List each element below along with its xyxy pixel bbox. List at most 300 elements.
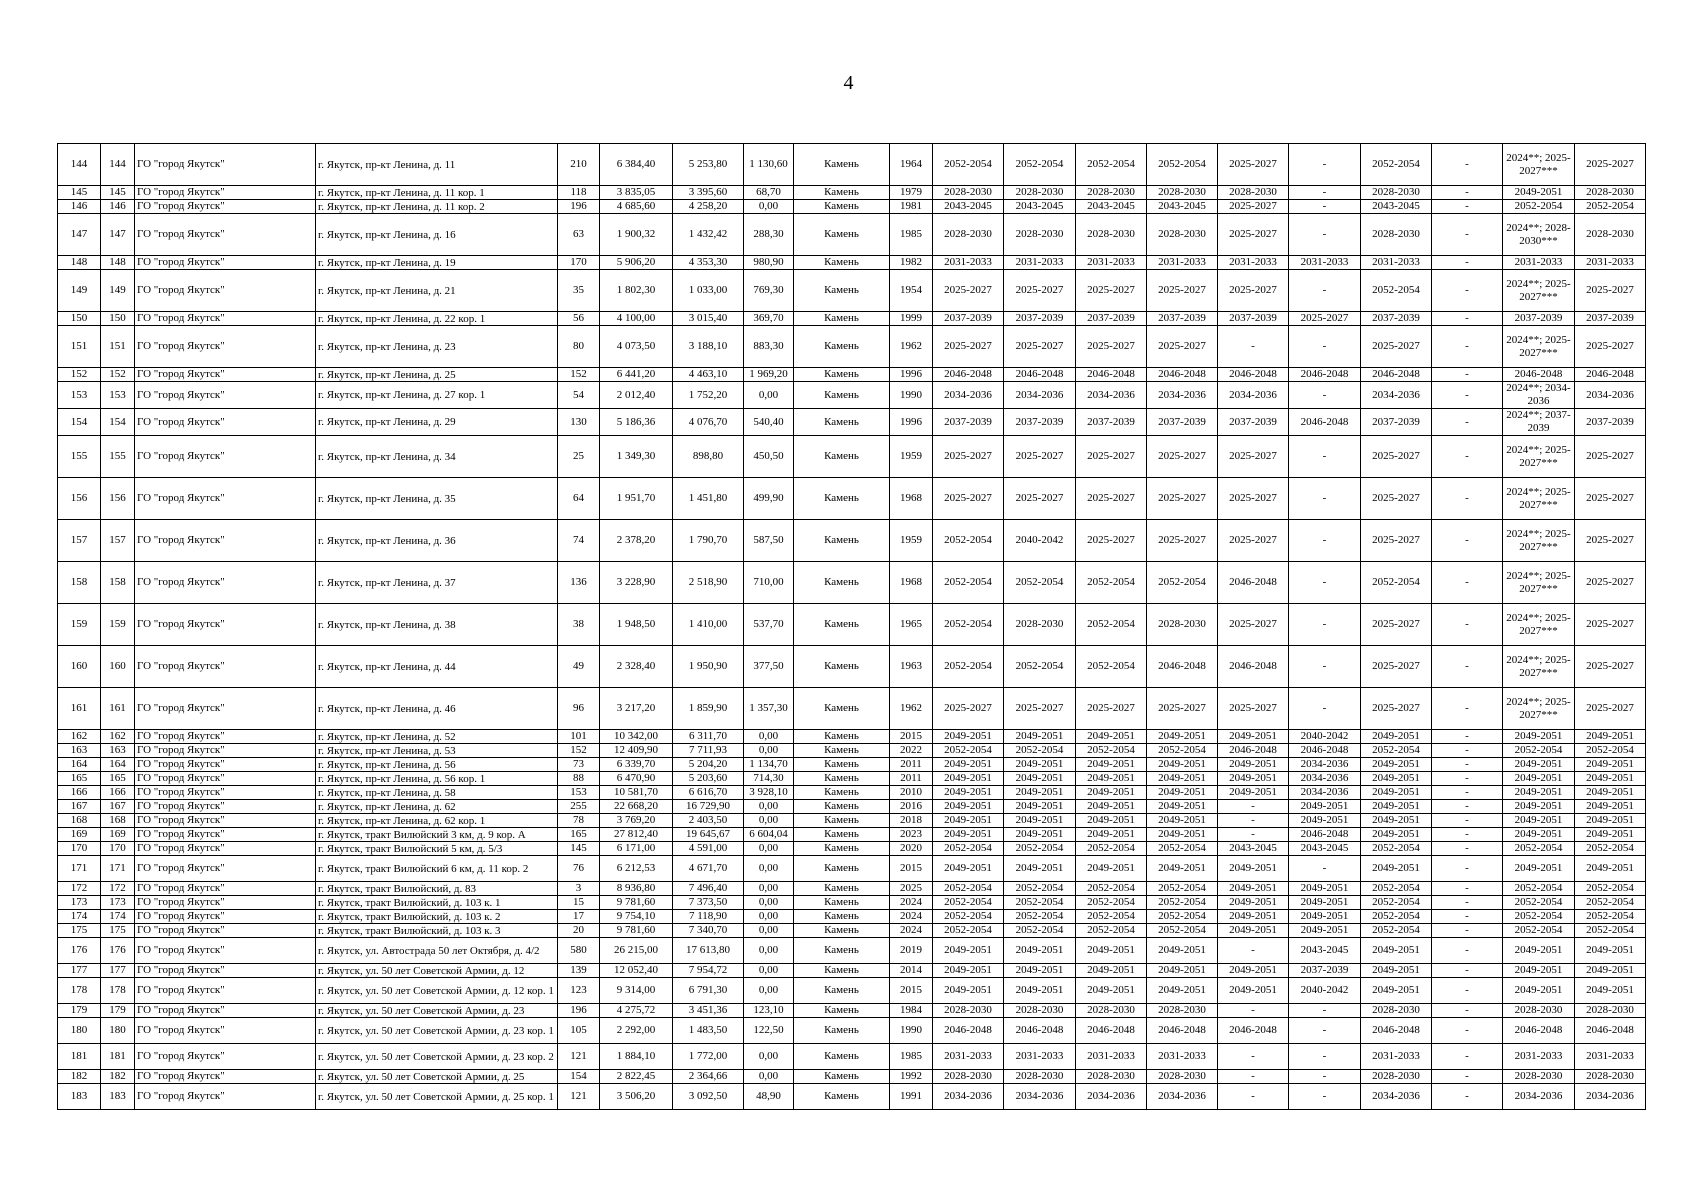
cell-build-year: 1959 <box>890 520 933 562</box>
cell-municipality: ГО "город Якутск" <box>135 896 316 910</box>
cell-nonresidential-area: 450,50 <box>744 436 794 478</box>
cell-water-repair: 2049-2051 <box>1575 800 1646 814</box>
cell-elevator-repair: - <box>1289 1084 1361 1110</box>
cell-foundation-repair: 2049-2051 <box>1076 938 1147 964</box>
cell-total-area: 3 769,20 <box>600 814 673 828</box>
cell-address: г. Якутск, пр-кт Ленина, д. 46 <box>316 688 558 730</box>
cell-facade-repair: 2049-2051 <box>1004 938 1076 964</box>
cell-elevator-repair: - <box>1289 562 1361 604</box>
cell-living-area: 1 772,00 <box>673 1044 744 1070</box>
cell-basement-repair: 2052-2054 <box>1361 910 1432 924</box>
cell-residents: 74 <box>558 520 600 562</box>
cell-roof-repair: 2049-2051 <box>933 758 1004 772</box>
cell-nonresidential-area: 0,00 <box>744 744 794 758</box>
cell-build-year: 1965 <box>890 604 933 646</box>
cell-nonresidential-area: 0,00 <box>744 924 794 938</box>
cell-gas-repair: - <box>1432 842 1503 856</box>
cell-facade-repair: 2025-2027 <box>1004 270 1076 312</box>
cell-residents: 76 <box>558 856 600 882</box>
cell-engineering-repair: 2025-2027 <box>1147 520 1218 562</box>
cell-foundation-repair: 2028-2030 <box>1076 214 1147 256</box>
cell-row-number: 147 <box>58 214 101 256</box>
cell-nonresidential-area: 0,00 <box>744 200 794 214</box>
table-row <box>58 800 1646 814</box>
cell-municipality: ГО "город Якутск" <box>135 144 316 186</box>
cell-roof-repair: 2052-2054 <box>933 520 1004 562</box>
cell-row-number: 162 <box>58 730 101 744</box>
cell-electric-repair: 2049-2051 <box>1503 772 1575 786</box>
cell-facade-repair: 2031-2033 <box>1004 256 1076 270</box>
cell-municipality: ГО "город Якутск" <box>135 382 316 409</box>
cell-roof-repair: 2049-2051 <box>933 978 1004 1004</box>
cell-elevator-repair: 2046-2048 <box>1289 744 1361 758</box>
cell-electric-repair: 2024**; 2025-2027*** <box>1503 478 1575 520</box>
cell-object-number: 150 <box>101 312 135 326</box>
cell-foundation-repair: 2049-2051 <box>1076 800 1147 814</box>
cell-object-number: 176 <box>101 938 135 964</box>
cell-address: г. Якутск, пр-кт Ленина, д. 21 <box>316 270 558 312</box>
cell-basement-repair: 2028-2030 <box>1361 1070 1432 1084</box>
cell-electric-repair: 2049-2051 <box>1503 978 1575 1004</box>
cell-living-area: 7 340,70 <box>673 924 744 938</box>
cell-facade-repair: 2034-2036 <box>1004 1084 1076 1110</box>
cell-residents: 73 <box>558 758 600 772</box>
cell-municipality: ГО "город Якутск" <box>135 800 316 814</box>
cell-electric-repair: 2052-2054 <box>1503 200 1575 214</box>
cell-row-number: 152 <box>58 368 101 382</box>
cell-water-repair: 2025-2027 <box>1575 270 1646 312</box>
cell-wall-material: Камень <box>794 326 890 368</box>
cell-row-number: 144 <box>58 144 101 186</box>
cell-foundation-repair: 2025-2027 <box>1076 436 1147 478</box>
cell-municipality: ГО "город Якутск" <box>135 856 316 882</box>
cell-electric-repair: 2028-2030 <box>1503 1004 1575 1018</box>
cell-residents: 196 <box>558 1004 600 1018</box>
cell-nonresidential-area: 0,00 <box>744 842 794 856</box>
cell-residents: 152 <box>558 744 600 758</box>
cell-engineering-repair: 2037-2039 <box>1147 312 1218 326</box>
cell-engineering-repair: 2049-2051 <box>1147 800 1218 814</box>
cell-nonresidential-area: 587,50 <box>744 520 794 562</box>
cell-nonresidential-area: 499,90 <box>744 478 794 520</box>
cell-wall-material: Камень <box>794 382 890 409</box>
cell-gas-repair: - <box>1432 436 1503 478</box>
cell-build-year: 1985 <box>890 214 933 256</box>
cell-address: г. Якутск, пр-кт Ленина, д. 44 <box>316 646 558 688</box>
cell-roof-repair: 2028-2030 <box>933 214 1004 256</box>
table-row <box>58 828 1646 842</box>
cell-total-area: 6 339,70 <box>600 758 673 772</box>
cell-gas-repair: - <box>1432 214 1503 256</box>
cell-water-repair: 2049-2051 <box>1575 964 1646 978</box>
cell-row-number: 177 <box>58 964 101 978</box>
cell-elevator-repair: 2037-2039 <box>1289 964 1361 978</box>
cell-object-number: 155 <box>101 436 135 478</box>
cell-engineering-repair: 2049-2051 <box>1147 772 1218 786</box>
cell-heating-repair: 2046-2048 <box>1218 368 1289 382</box>
cell-foundation-repair: 2052-2054 <box>1076 604 1147 646</box>
cell-heating-repair: 2037-2039 <box>1218 409 1289 436</box>
cell-total-area: 1 951,70 <box>600 478 673 520</box>
cell-row-number: 156 <box>58 478 101 520</box>
cell-water-repair: 2025-2027 <box>1575 144 1646 186</box>
cell-elevator-repair: 2043-2045 <box>1289 842 1361 856</box>
cell-nonresidential-area: 0,00 <box>744 382 794 409</box>
cell-water-repair: 2028-2030 <box>1575 186 1646 200</box>
cell-water-repair: 2028-2030 <box>1575 1004 1646 1018</box>
cell-water-repair: 2052-2054 <box>1575 744 1646 758</box>
cell-heating-repair: 2025-2027 <box>1218 270 1289 312</box>
cell-object-number: 144 <box>101 144 135 186</box>
table-row <box>58 882 1646 896</box>
cell-water-repair: 2049-2051 <box>1575 938 1646 964</box>
cell-municipality: ГО "город Якутск" <box>135 772 316 786</box>
cell-nonresidential-area: 769,30 <box>744 270 794 312</box>
cell-municipality: ГО "город Якутск" <box>135 1070 316 1084</box>
cell-municipality: ГО "город Якутск" <box>135 520 316 562</box>
cell-object-number: 145 <box>101 186 135 200</box>
cell-wall-material: Камень <box>794 436 890 478</box>
cell-row-number: 175 <box>58 924 101 938</box>
cell-basement-repair: 2031-2033 <box>1361 1044 1432 1070</box>
cell-elevator-repair: 2043-2045 <box>1289 938 1361 964</box>
table-row <box>58 1070 1646 1084</box>
cell-object-number: 154 <box>101 409 135 436</box>
cell-roof-repair: 2025-2027 <box>933 270 1004 312</box>
cell-roof-repair: 2031-2033 <box>933 1044 1004 1070</box>
cell-facade-repair: 2052-2054 <box>1004 646 1076 688</box>
cell-address: г. Якутск, ул. 50 лет Советской Армии, д. 23 кор. 2 <box>316 1044 558 1070</box>
cell-nonresidential-area: 0,00 <box>744 800 794 814</box>
cell-gas-repair: - <box>1432 910 1503 924</box>
cell-row-number: 168 <box>58 814 101 828</box>
cell-basement-repair: 2025-2027 <box>1361 604 1432 646</box>
cell-municipality: ГО "город Якутск" <box>135 786 316 800</box>
cell-engineering-repair: 2049-2051 <box>1147 730 1218 744</box>
cell-address: г. Якутск, ул. 50 лет Советской Армии, д. 25 кор. 1 <box>316 1084 558 1110</box>
cell-gas-repair: - <box>1432 964 1503 978</box>
cell-nonresidential-area: 377,50 <box>744 646 794 688</box>
cell-municipality: ГО "город Якутск" <box>135 478 316 520</box>
cell-foundation-repair: 2049-2051 <box>1076 772 1147 786</box>
cell-object-number: 172 <box>101 882 135 896</box>
cell-residents: 580 <box>558 938 600 964</box>
cell-water-repair: 2052-2054 <box>1575 842 1646 856</box>
cell-wall-material: Камень <box>794 214 890 256</box>
cell-roof-repair: 2049-2051 <box>933 814 1004 828</box>
cell-foundation-repair: 2043-2045 <box>1076 200 1147 214</box>
cell-object-number: 181 <box>101 1044 135 1070</box>
cell-municipality: ГО "город Якутск" <box>135 938 316 964</box>
cell-nonresidential-area: 1 357,30 <box>744 688 794 730</box>
cell-elevator-repair: 2040-2042 <box>1289 730 1361 744</box>
cell-roof-repair: 2052-2054 <box>933 744 1004 758</box>
cell-engineering-repair: 2028-2030 <box>1147 214 1218 256</box>
cell-living-area: 7 373,50 <box>673 896 744 910</box>
cell-living-area: 19 645,67 <box>673 828 744 842</box>
cell-address: г. Якутск, ул. 50 лет Советской Армии, д. 12 <box>316 964 558 978</box>
cell-nonresidential-area: 0,00 <box>744 1044 794 1070</box>
cell-gas-repair: - <box>1432 478 1503 520</box>
cell-water-repair: 2049-2051 <box>1575 978 1646 1004</box>
cell-gas-repair: - <box>1432 1070 1503 1084</box>
cell-heating-repair: - <box>1218 938 1289 964</box>
cell-build-year: 1992 <box>890 1070 933 1084</box>
cell-facade-repair: 2025-2027 <box>1004 478 1076 520</box>
table-row <box>58 978 1646 1004</box>
cell-facade-repair: 2049-2051 <box>1004 828 1076 842</box>
cell-living-area: 4 258,20 <box>673 200 744 214</box>
cell-heating-repair: 2043-2045 <box>1218 842 1289 856</box>
cell-facade-repair: 2037-2039 <box>1004 312 1076 326</box>
cell-water-repair: 2049-2051 <box>1575 730 1646 744</box>
cell-living-area: 1 033,00 <box>673 270 744 312</box>
cell-engineering-repair: 2028-2030 <box>1147 1004 1218 1018</box>
cell-gas-repair: - <box>1432 604 1503 646</box>
cell-roof-repair: 2046-2048 <box>933 1018 1004 1044</box>
cell-electric-repair: 2049-2051 <box>1503 186 1575 200</box>
cell-elevator-repair: 2034-2036 <box>1289 758 1361 772</box>
cell-municipality: ГО "город Якутск" <box>135 436 316 478</box>
cell-heating-repair: 2028-2030 <box>1218 186 1289 200</box>
cell-object-number: 149 <box>101 270 135 312</box>
table-row <box>58 604 1646 646</box>
cell-electric-repair: 2049-2051 <box>1503 938 1575 964</box>
cell-total-area: 2 328,40 <box>600 646 673 688</box>
cell-nonresidential-area: 68,70 <box>744 186 794 200</box>
cell-object-number: 180 <box>101 1018 135 1044</box>
cell-address: г. Якутск, ул. Автострада 50 лет Октября, д. 4/2 <box>316 938 558 964</box>
cell-facade-repair: 2049-2051 <box>1004 758 1076 772</box>
cell-roof-repair: 2052-2054 <box>933 646 1004 688</box>
cell-total-area: 6 171,00 <box>600 842 673 856</box>
cell-basement-repair: 2052-2054 <box>1361 842 1432 856</box>
cell-electric-repair: 2024**; 2025-2027*** <box>1503 646 1575 688</box>
cell-municipality: ГО "город Якутск" <box>135 312 316 326</box>
cell-elevator-repair: 2025-2027 <box>1289 312 1361 326</box>
cell-engineering-repair: 2031-2033 <box>1147 256 1218 270</box>
cell-heating-repair: 2049-2051 <box>1218 730 1289 744</box>
table-row <box>58 730 1646 744</box>
cell-heating-repair: - <box>1218 1004 1289 1018</box>
cell-row-number: 158 <box>58 562 101 604</box>
cell-water-repair: 2049-2051 <box>1575 786 1646 800</box>
cell-residents: 56 <box>558 312 600 326</box>
cell-nonresidential-area: 0,00 <box>744 1070 794 1084</box>
cell-heating-repair: - <box>1218 1070 1289 1084</box>
cell-build-year: 2018 <box>890 814 933 828</box>
cell-row-number: 176 <box>58 938 101 964</box>
cell-water-repair: 2046-2048 <box>1575 368 1646 382</box>
cell-living-area: 2 518,90 <box>673 562 744 604</box>
table-row <box>58 938 1646 964</box>
cell-electric-repair: 2052-2054 <box>1503 910 1575 924</box>
cell-facade-repair: 2052-2054 <box>1004 924 1076 938</box>
cell-heating-repair: - <box>1218 326 1289 368</box>
cell-nonresidential-area: 1 969,20 <box>744 368 794 382</box>
cell-engineering-repair: 2049-2051 <box>1147 814 1218 828</box>
cell-roof-repair: 2052-2054 <box>933 842 1004 856</box>
cell-engineering-repair: 2049-2051 <box>1147 786 1218 800</box>
cell-build-year: 2020 <box>890 842 933 856</box>
cell-basement-repair: 2052-2054 <box>1361 144 1432 186</box>
cell-object-number: 168 <box>101 814 135 828</box>
cell-foundation-repair: 2052-2054 <box>1076 646 1147 688</box>
cell-build-year: 1990 <box>890 382 933 409</box>
cell-row-number: 180 <box>58 1018 101 1044</box>
cell-basement-repair: 2043-2045 <box>1361 200 1432 214</box>
cell-total-area: 5 906,20 <box>600 256 673 270</box>
cell-living-area: 3 188,10 <box>673 326 744 368</box>
cell-nonresidential-area: 369,70 <box>744 312 794 326</box>
cell-municipality: ГО "город Якутск" <box>135 910 316 924</box>
cell-facade-repair: 2049-2051 <box>1004 772 1076 786</box>
cell-residents: 101 <box>558 730 600 744</box>
cell-address: г. Якутск, ул. 50 лет Советской Армии, д. 23 кор. 1 <box>316 1018 558 1044</box>
cell-row-number: 166 <box>58 786 101 800</box>
cell-address: г. Якутск, пр-кт Ленина, д. 53 <box>316 744 558 758</box>
cell-residents: 35 <box>558 270 600 312</box>
cell-total-area: 12 052,40 <box>600 964 673 978</box>
cell-wall-material: Камень <box>794 646 890 688</box>
cell-gas-repair: - <box>1432 1004 1503 1018</box>
cell-water-repair: 2028-2030 <box>1575 214 1646 256</box>
cell-roof-repair: 2049-2051 <box>933 828 1004 842</box>
cell-residents: 145 <box>558 842 600 856</box>
cell-water-repair: 2025-2027 <box>1575 688 1646 730</box>
cell-residents: 17 <box>558 910 600 924</box>
cell-elevator-repair: - <box>1289 688 1361 730</box>
cell-elevator-repair: - <box>1289 1044 1361 1070</box>
cell-water-repair: 2046-2048 <box>1575 1018 1646 1044</box>
cell-object-number: 177 <box>101 964 135 978</box>
cell-residents: 139 <box>558 964 600 978</box>
cell-gas-repair: - <box>1432 814 1503 828</box>
cell-basement-repair: 2049-2051 <box>1361 800 1432 814</box>
cell-elevator-repair: - <box>1289 270 1361 312</box>
table-row <box>58 409 1646 436</box>
cell-heating-repair: 2025-2027 <box>1218 436 1289 478</box>
cell-facade-repair: 2028-2030 <box>1004 1070 1076 1084</box>
cell-foundation-repair: 2052-2054 <box>1076 896 1147 910</box>
cell-row-number: 159 <box>58 604 101 646</box>
cell-gas-repair: - <box>1432 1018 1503 1044</box>
cell-roof-repair: 2049-2051 <box>933 938 1004 964</box>
cell-total-area: 1 884,10 <box>600 1044 673 1070</box>
cell-heating-repair: 2049-2051 <box>1218 882 1289 896</box>
cell-total-area: 9 314,00 <box>600 978 673 1004</box>
cell-heating-repair: 2049-2051 <box>1218 856 1289 882</box>
cell-gas-repair: - <box>1432 800 1503 814</box>
cell-municipality: ГО "город Якутск" <box>135 842 316 856</box>
cell-nonresidential-area: 288,30 <box>744 214 794 256</box>
cell-electric-repair: 2024**; 2025-2027*** <box>1503 326 1575 368</box>
cell-wall-material: Камень <box>794 1084 890 1110</box>
cell-residents: 121 <box>558 1044 600 1070</box>
cell-foundation-repair: 2031-2033 <box>1076 256 1147 270</box>
cell-wall-material: Камень <box>794 1044 890 1070</box>
cell-total-area: 2 012,40 <box>600 382 673 409</box>
cell-foundation-repair: 2049-2051 <box>1076 814 1147 828</box>
cell-basement-repair: 2025-2027 <box>1361 688 1432 730</box>
cell-facade-repair: 2049-2051 <box>1004 786 1076 800</box>
cell-roof-repair: 2049-2051 <box>933 964 1004 978</box>
cell-facade-repair: 2046-2048 <box>1004 1018 1076 1044</box>
cell-wall-material: Камень <box>794 910 890 924</box>
cell-electric-repair: 2028-2030 <box>1503 1070 1575 1084</box>
table-row <box>58 368 1646 382</box>
cell-gas-repair: - <box>1432 744 1503 758</box>
cell-residents: 80 <box>558 326 600 368</box>
cell-living-area: 7 496,40 <box>673 882 744 896</box>
cell-facade-repair: 2052-2054 <box>1004 744 1076 758</box>
cell-water-repair: 2031-2033 <box>1575 256 1646 270</box>
cell-roof-repair: 2052-2054 <box>933 924 1004 938</box>
cell-build-year: 1962 <box>890 326 933 368</box>
cell-electric-repair: 2049-2051 <box>1503 964 1575 978</box>
cell-build-year: 1985 <box>890 1044 933 1070</box>
cell-municipality: ГО "город Якутск" <box>135 688 316 730</box>
cell-elevator-repair: - <box>1289 214 1361 256</box>
table-row <box>58 1018 1646 1044</box>
cell-wall-material: Камень <box>794 842 890 856</box>
cell-gas-repair: - <box>1432 409 1503 436</box>
cell-object-number: 152 <box>101 368 135 382</box>
cell-foundation-repair: 2049-2051 <box>1076 856 1147 882</box>
cell-roof-repair: 2025-2027 <box>933 688 1004 730</box>
cell-foundation-repair: 2049-2051 <box>1076 758 1147 772</box>
cell-electric-repair: 2024**; 2025-2027*** <box>1503 688 1575 730</box>
cell-nonresidential-area: 714,30 <box>744 772 794 786</box>
cell-electric-repair: 2024**; 2028-2030*** <box>1503 214 1575 256</box>
cell-row-number: 170 <box>58 842 101 856</box>
cell-heating-repair: 2049-2051 <box>1218 910 1289 924</box>
cell-electric-repair: 2052-2054 <box>1503 842 1575 856</box>
cell-row-number: 172 <box>58 882 101 896</box>
cell-electric-repair: 2024**; 2025-2027*** <box>1503 604 1575 646</box>
cell-row-number: 151 <box>58 326 101 368</box>
cell-elevator-repair: 2040-2042 <box>1289 978 1361 1004</box>
table-row <box>58 964 1646 978</box>
cell-heating-repair: 2046-2048 <box>1218 744 1289 758</box>
cell-elevator-repair: 2049-2051 <box>1289 896 1361 910</box>
cell-address: г. Якутск, пр-кт Ленина, д. 25 <box>316 368 558 382</box>
cell-heating-repair: 2046-2048 <box>1218 562 1289 604</box>
cell-residents: 170 <box>558 256 600 270</box>
cell-total-area: 4 275,72 <box>600 1004 673 1018</box>
cell-roof-repair: 2031-2033 <box>933 256 1004 270</box>
cell-water-repair: 2025-2027 <box>1575 520 1646 562</box>
cell-gas-repair: - <box>1432 270 1503 312</box>
cell-electric-repair: 2031-2033 <box>1503 256 1575 270</box>
table-row <box>58 562 1646 604</box>
cell-heating-repair: 2025-2027 <box>1218 478 1289 520</box>
cell-basement-repair: 2049-2051 <box>1361 964 1432 978</box>
cell-basement-repair: 2046-2048 <box>1361 368 1432 382</box>
cell-total-area: 27 812,40 <box>600 828 673 842</box>
cell-row-number: 164 <box>58 758 101 772</box>
cell-facade-repair: 2028-2030 <box>1004 1004 1076 1018</box>
cell-row-number: 169 <box>58 828 101 842</box>
cell-living-area: 7 711,93 <box>673 744 744 758</box>
cell-total-area: 3 506,20 <box>600 1084 673 1110</box>
cell-municipality: ГО "город Якутск" <box>135 924 316 938</box>
cell-water-repair: 2025-2027 <box>1575 562 1646 604</box>
cell-wall-material: Камень <box>794 896 890 910</box>
cell-total-area: 1 948,50 <box>600 604 673 646</box>
cell-total-area: 2 292,00 <box>600 1018 673 1044</box>
cell-wall-material: Камень <box>794 744 890 758</box>
